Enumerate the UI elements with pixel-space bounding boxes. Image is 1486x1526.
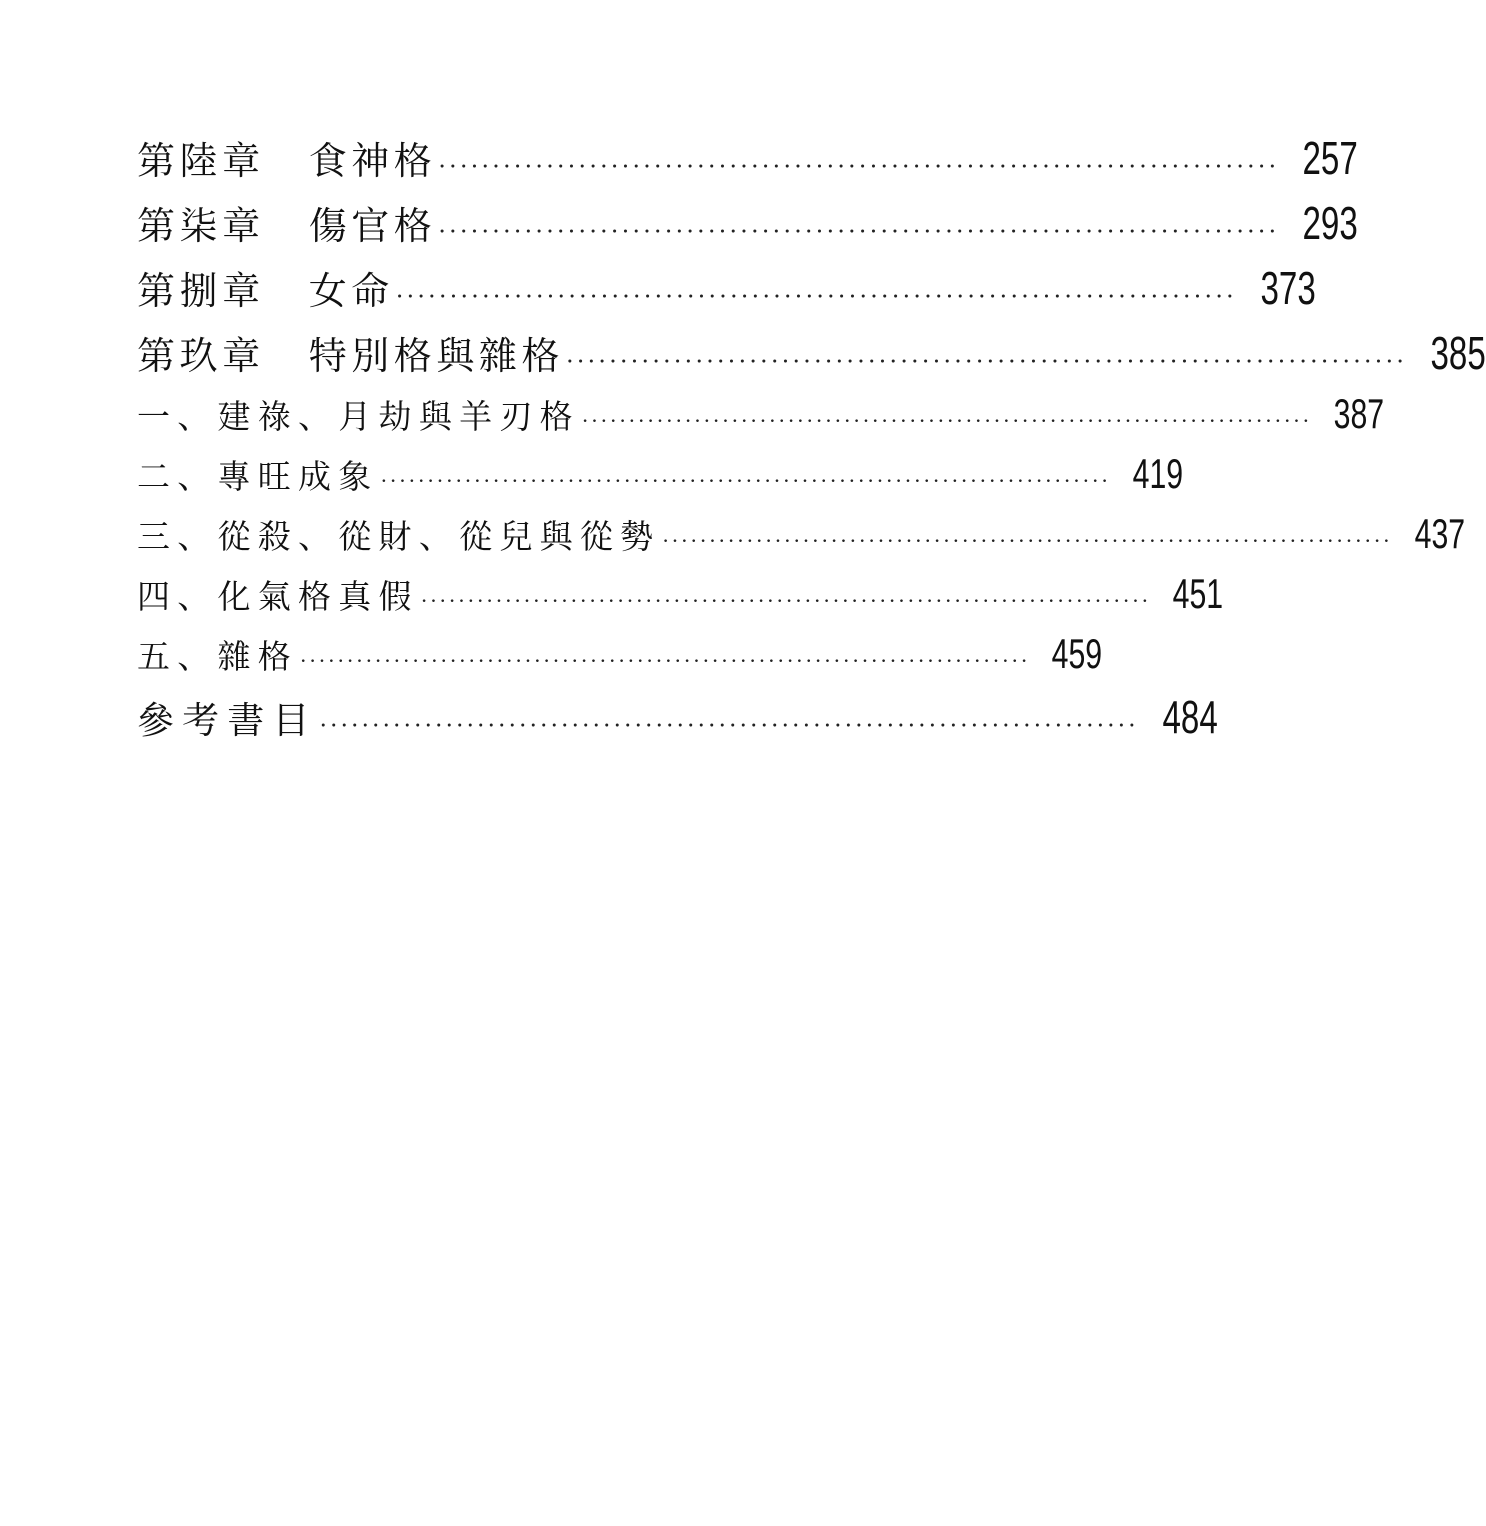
- page-number: 387: [1333, 390, 1385, 437]
- chapter-number: 第柒章: [137, 204, 265, 248]
- toc-entry-bibliography[interactable]: [137, 690, 1218, 752]
- chapter-label: [137, 325, 564, 380]
- dot-leader: ··············································································: [420, 589, 1151, 613]
- toc-entry-section-1[interactable]: [137, 390, 1385, 450]
- section-title: 三、從殺、從財、從兒與從勢: [137, 517, 661, 556]
- page-number: 419: [1132, 450, 1183, 497]
- toc-entry-section-3[interactable]: [137, 510, 1465, 570]
- page-number: 437: [1414, 510, 1465, 557]
- dot-leader: ··············································································: [300, 649, 1031, 673]
- page-number: 257: [1302, 132, 1359, 184]
- section-title: 一、建祿、月劫與羊刃格: [137, 397, 580, 436]
- bibliography-title: 參考書目: [137, 699, 318, 742]
- chapter-label: [137, 195, 436, 250]
- chapter-title: 特別格與雜格: [308, 334, 565, 378]
- chapter-number: 第捌章: [137, 269, 265, 313]
- dot-leader: ··············································································: [438, 217, 1280, 245]
- chapter-number: 第陸章: [137, 139, 265, 183]
- section-title: 二、專旺成象: [137, 457, 379, 496]
- toc-entry-section-5[interactable]: [137, 630, 1103, 690]
- dot-leader: ··············································································: [662, 529, 1393, 553]
- page-number: 293: [1302, 197, 1359, 249]
- dot-leader: ··············································································: [581, 409, 1313, 433]
- chapter-number: 第玖章: [137, 334, 265, 378]
- dot-leader: ··············································································: [438, 152, 1280, 180]
- chapter-label: [137, 130, 436, 185]
- toc-entry-chapter-7[interactable]: [137, 195, 1359, 260]
- toc-entry-section-2[interactable]: [137, 450, 1183, 510]
- section-title: 五、雜格: [137, 637, 299, 676]
- toc-entry-chapter-8[interactable]: [137, 260, 1316, 325]
- chapter-title: 女命: [308, 269, 394, 313]
- toc-entry-section-4[interactable]: [137, 570, 1224, 630]
- chapter-title: 食神格: [308, 139, 437, 183]
- page-number: 459: [1051, 630, 1103, 677]
- page-number: 373: [1260, 262, 1316, 314]
- toc-entry-chapter-9[interactable]: [137, 325, 1486, 390]
- dot-leader: ··············································································: [380, 469, 1111, 493]
- chapter-title: 傷官格: [308, 204, 437, 248]
- dot-leader: ··············································································: [319, 713, 1139, 739]
- page-number: 385: [1430, 327, 1486, 379]
- dot-leader: ··············································································: [566, 347, 1408, 375]
- toc-entry-chapter-6[interactable]: [137, 130, 1359, 195]
- page-number: 451: [1172, 570, 1224, 617]
- section-title: 四、化氣格真假: [137, 577, 419, 616]
- page-number: 484: [1162, 691, 1218, 743]
- dot-leader: ··············································································: [395, 282, 1237, 310]
- table-of-contents: [137, 130, 1486, 752]
- chapter-label: [137, 260, 394, 315]
